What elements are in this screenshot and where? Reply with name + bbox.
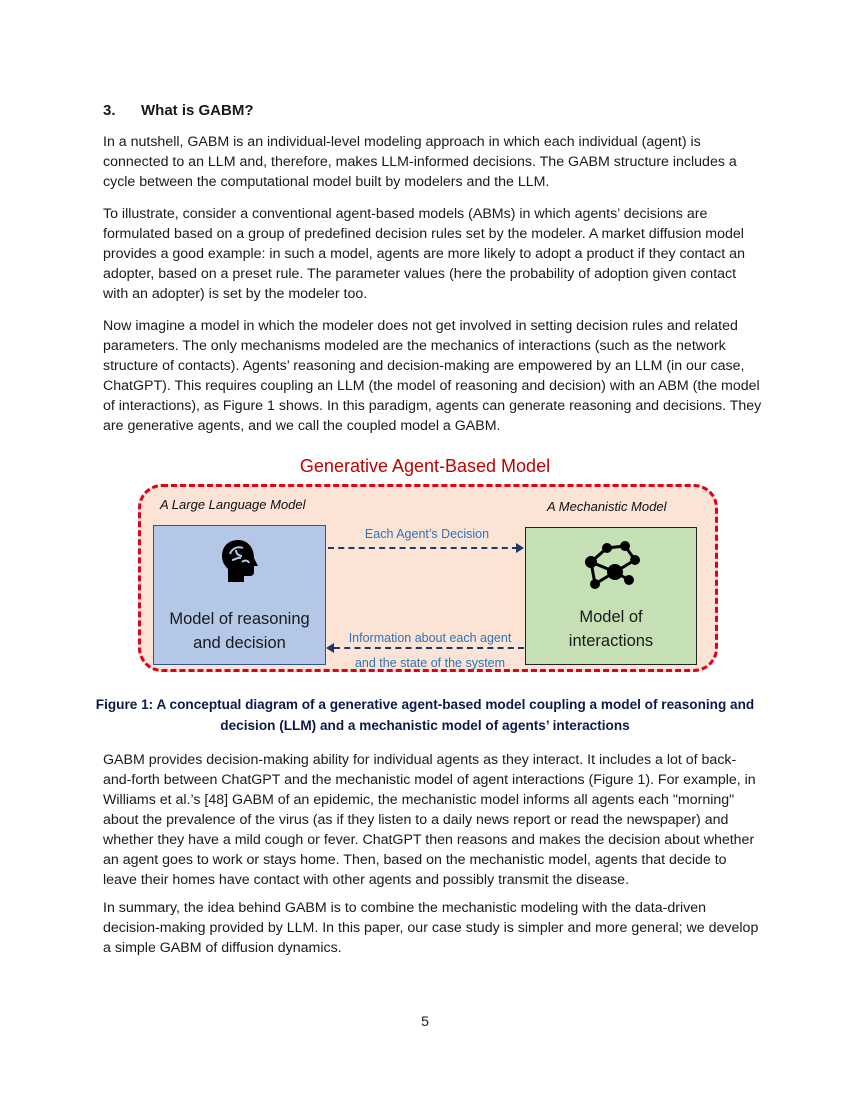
line: GABM provides decision-making ability for individual agents as they interact. It includes a lot of back- bbox=[103, 752, 737, 768]
network-icon bbox=[581, 540, 641, 592]
page-number: 5 bbox=[421, 1013, 429, 1029]
information-arrow-label bbox=[330, 626, 530, 676]
paragraph-1 bbox=[103, 132, 763, 192]
reasoning-line-2: and decision bbox=[193, 634, 286, 652]
line: ChatGPT). This requires coupling an LLM (the model of reasoning and decision) with an ABM (the model bbox=[103, 378, 760, 394]
line: In summary, the idea behind GABM is to combine the mechanistic modeling with the data-driven bbox=[103, 900, 707, 916]
interaction-model-box bbox=[525, 527, 697, 665]
line: Williams et al.’s [48] GABM of an epidemic, the mechanistic model informs all agents each "morning" bbox=[103, 792, 735, 808]
line: Figure 1: A conceptual diagram of a generative agent-based model coupling a model of reasoning and bbox=[95, 697, 755, 712]
line: decision-making provided by LLM. In this paper, our case study is simpler and more general; we develop bbox=[103, 920, 759, 936]
reasoning-model-box bbox=[153, 525, 326, 665]
line: Now imagine a model in which the modeler does not get involved in setting decision rules and related bbox=[103, 318, 738, 334]
line: are generative agents, and we call the coupled model a GABM. bbox=[103, 418, 501, 434]
llm-label: A Large Language Model bbox=[160, 497, 306, 512]
line: with an adopter) is set by the modeler too. bbox=[103, 286, 368, 302]
section-heading bbox=[103, 102, 254, 119]
paragraph-5 bbox=[103, 898, 763, 958]
line: leave their homes have contact with other agents and possibly transmit the disease. bbox=[103, 872, 630, 888]
decision-arrow bbox=[328, 547, 518, 549]
line: whether they have a mild cough or fever. ChatGPT then reasons and makes the decision about whether bbox=[103, 832, 755, 848]
line: formulated based on a group of predefined decision rules set by the modeler. A market diffusion model bbox=[103, 226, 744, 242]
line: of interactions), as Figure 1 shows. In this paradigm, agents can generate reasoning and decisions. They bbox=[103, 398, 762, 414]
line: an agent goes to work or stays home. Then, based on the mechanistic model, agents that decide to bbox=[103, 852, 727, 868]
paragraph-2 bbox=[103, 204, 763, 304]
decision-arrow-label: Each Agent’s Decision bbox=[364, 527, 490, 541]
paragraph-4 bbox=[103, 750, 763, 890]
interaction-line-2: interactions bbox=[568, 632, 654, 650]
section-number: 3. bbox=[103, 102, 116, 119]
line: a simple GABM of diffusion dynamics. bbox=[103, 940, 342, 956]
line: decision (LLM) and a mechanistic model of agents’ interactions bbox=[220, 718, 630, 733]
line: structure of contacts). Agents’ reasoning and decision-making are empowered by an LLM (in our case, bbox=[103, 358, 745, 374]
reasoning-line-1: Model of reasoning bbox=[169, 610, 310, 628]
line: To illustrate, consider a conventional agent-based models (ABMs) in which agents’ decisions are bbox=[103, 206, 708, 222]
line: Information about each agent bbox=[348, 631, 512, 645]
line: cycle between the computational model built by modelers and the LLM. bbox=[103, 174, 550, 190]
line: In a nutshell, GABM is an individual-level modeling approach in which each individual (agent) is bbox=[103, 134, 701, 150]
brain-head-icon bbox=[220, 538, 260, 584]
line: parameters. The only mechanisms modeled are the mechanics of interactions (such as the network bbox=[103, 338, 726, 354]
mechanistic-label: A Mechanistic Model bbox=[547, 499, 667, 514]
section-title: What is GABM? bbox=[141, 102, 254, 119]
line: provides a good example: in such a model, agents are more likely to adopt a product if they contact an bbox=[103, 246, 745, 262]
paragraph-3 bbox=[103, 316, 763, 436]
line: and-forth between ChatGPT and the mechanistic model of agent interactions (Figure 1). For example, in bbox=[103, 772, 756, 788]
line: adopter, based on a preset rule. The parameter values (here the probability of adoption given contact bbox=[103, 266, 737, 282]
line: and the state of the system bbox=[354, 656, 506, 670]
figure-caption bbox=[0, 694, 850, 736]
figure-title: Generative Agent-Based Model bbox=[299, 456, 551, 476]
interaction-line-1: Model of bbox=[579, 608, 643, 626]
line: connected to an LLM and, therefore, makes LLM-informed decisions. The GABM structure includes a bbox=[103, 154, 737, 170]
arrowhead-right-icon bbox=[516, 543, 524, 553]
line: about the prevalence of the virus (as if they listen to a daily news report or read the newspaper) and bbox=[103, 812, 729, 828]
